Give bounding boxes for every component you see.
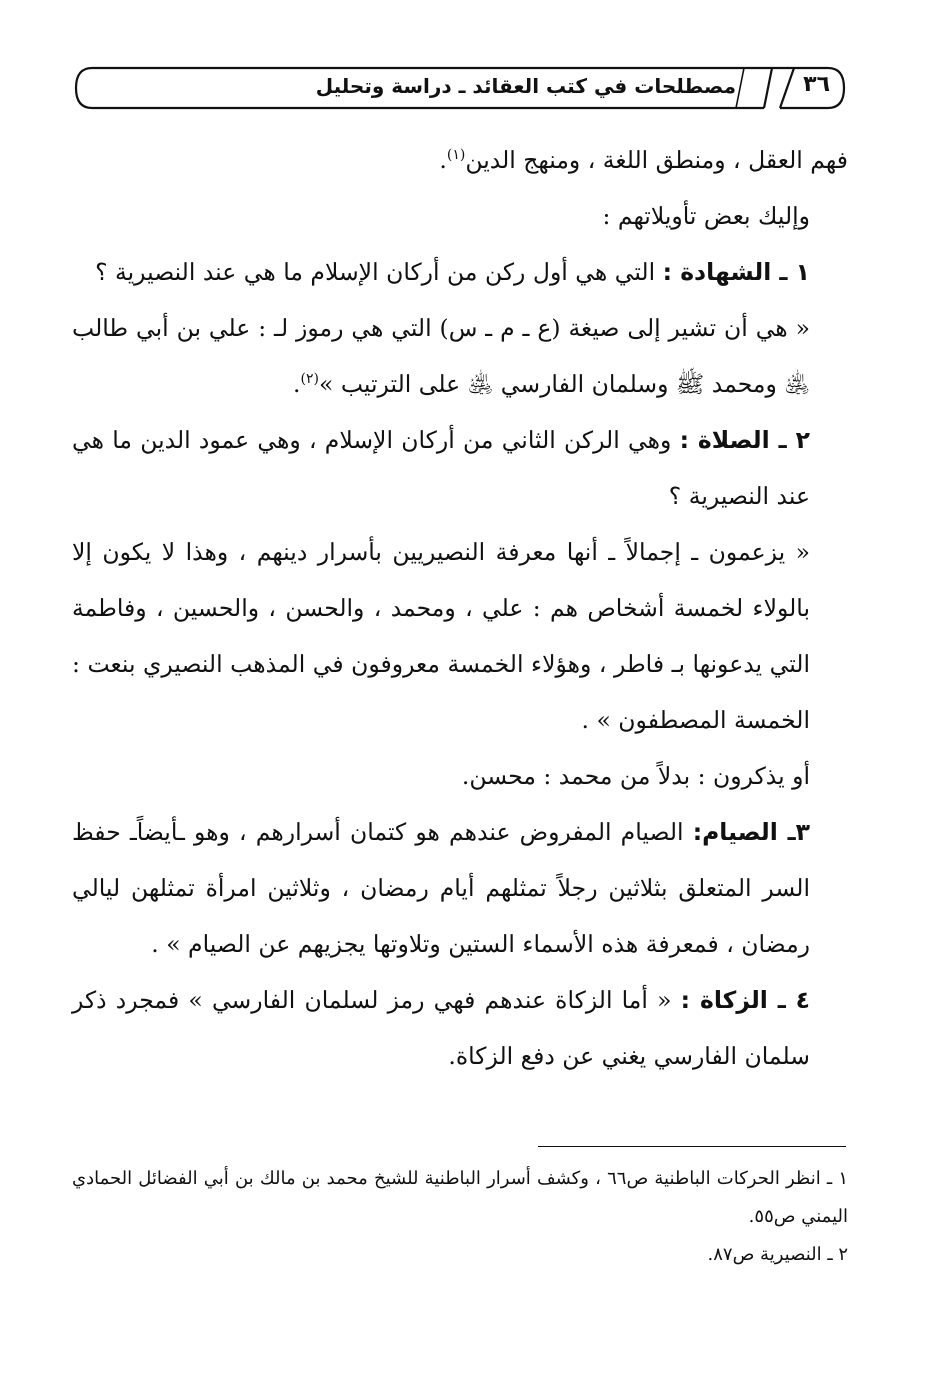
quote-shahada-line-1: « هي أن تشير إلى صيغة (ع ـ م ـ س) التي هي رموز لـ : علي بن أبي طالب ﵁ bbox=[72, 314, 810, 398]
paragraph-alternative: أو يذكرون : بدلاً من محمد : محسن. bbox=[461, 762, 810, 790]
item-salat-text: وهي الركن الثاني من أركان الإسلام ، وهي عمود الدين ما هي عند النصيرية ؟ bbox=[72, 426, 810, 510]
item-salat-label: ٢ ـ الصلاة : bbox=[679, 426, 810, 454]
footnote-ref-2: (٢) bbox=[300, 371, 319, 388]
page-header bbox=[72, 62, 848, 114]
item-siyam-text: الصيام المفروض عندهم هو كتمان أسرارهم ، وهو ـأيضاًـ حفظ السر المتعلق بثلاثين رجلاً تمثلهم أيام رمضان ، وثلاثين امرأة تمثلهن ليالي رمضان ، فمعرفة هذه الأسماء الستين وتلاوتها يجزيهم عن الصيام » . bbox=[72, 818, 810, 958]
page-number: ٣٦ bbox=[803, 72, 830, 97]
main-text bbox=[72, 132, 848, 1084]
item-siyam-label: ٣ـ الصيام: bbox=[692, 818, 810, 846]
item-zakat bbox=[72, 972, 848, 1084]
quote-salat: « يزعمون ـ إجمالاً ـ أنها معرفة النصيريين بأسرار دينهم ، وهذا لا يكون إلا بالولاء لخمسة أشخاص هم : علي ، ومحمد ، والحسن ، والحسين ، وفاطمة التي يدعونها بـ فاطر ، وهؤلاء الخمسة معروفون في المذهب النصيري بنعت : الخمسة المصطفون » . bbox=[72, 538, 810, 734]
item-shahada bbox=[72, 244, 848, 300]
running-title: مصطلحات في كتب العقائد ـ دراسة وتحليل bbox=[315, 74, 736, 98]
footnotes bbox=[72, 1160, 848, 1274]
item-zakat-text: « أما الزكاة عندهم فهي رمز لسلمان الفارسي » فمجرد ذكر سلمان الفارسي يغني عن دفع الزكاة. bbox=[72, 986, 810, 1070]
item-zakat-label: ٤ ـ الزكاة : bbox=[680, 986, 810, 1014]
quote-shahada-line-2: ومحمد ﷺ وسلمان الفارسي ﵁ على الترتيب » bbox=[318, 370, 777, 398]
item-shahada-label: ١ ـ الشهادة : bbox=[662, 258, 810, 286]
item-shahada-text: التي هي أول ركن من أركان الإسلام ما هي عند النصيرية ؟ bbox=[95, 258, 656, 286]
quote-shahada-end: . bbox=[293, 370, 301, 398]
paragraph-1 bbox=[72, 132, 848, 188]
footnote-ref-1: (١) bbox=[446, 147, 466, 164]
footnote-1: ١ ـ انظر الحركات الباطنية ص٦٦ ، وكشف أسرار الباطنية للشيخ محمد بن مالك بن أبي الفضائل الحمادي اليمني ص٥٥. bbox=[72, 1168, 848, 1227]
quote-shahada bbox=[72, 300, 848, 412]
footnote-divider bbox=[538, 1146, 846, 1147]
footnote-2: ٢ ـ النصيرية ص٨٧. bbox=[707, 1244, 848, 1265]
paragraph-2: وإليك بعض تأويلاتهم : bbox=[602, 202, 810, 230]
item-siyam bbox=[72, 804, 848, 972]
item-salat bbox=[72, 412, 848, 524]
paragraph-1-end: . bbox=[439, 146, 447, 174]
paragraph-1-text: فهم العقل ، ومنطق اللغة ، ومنهج الدين bbox=[465, 146, 848, 174]
